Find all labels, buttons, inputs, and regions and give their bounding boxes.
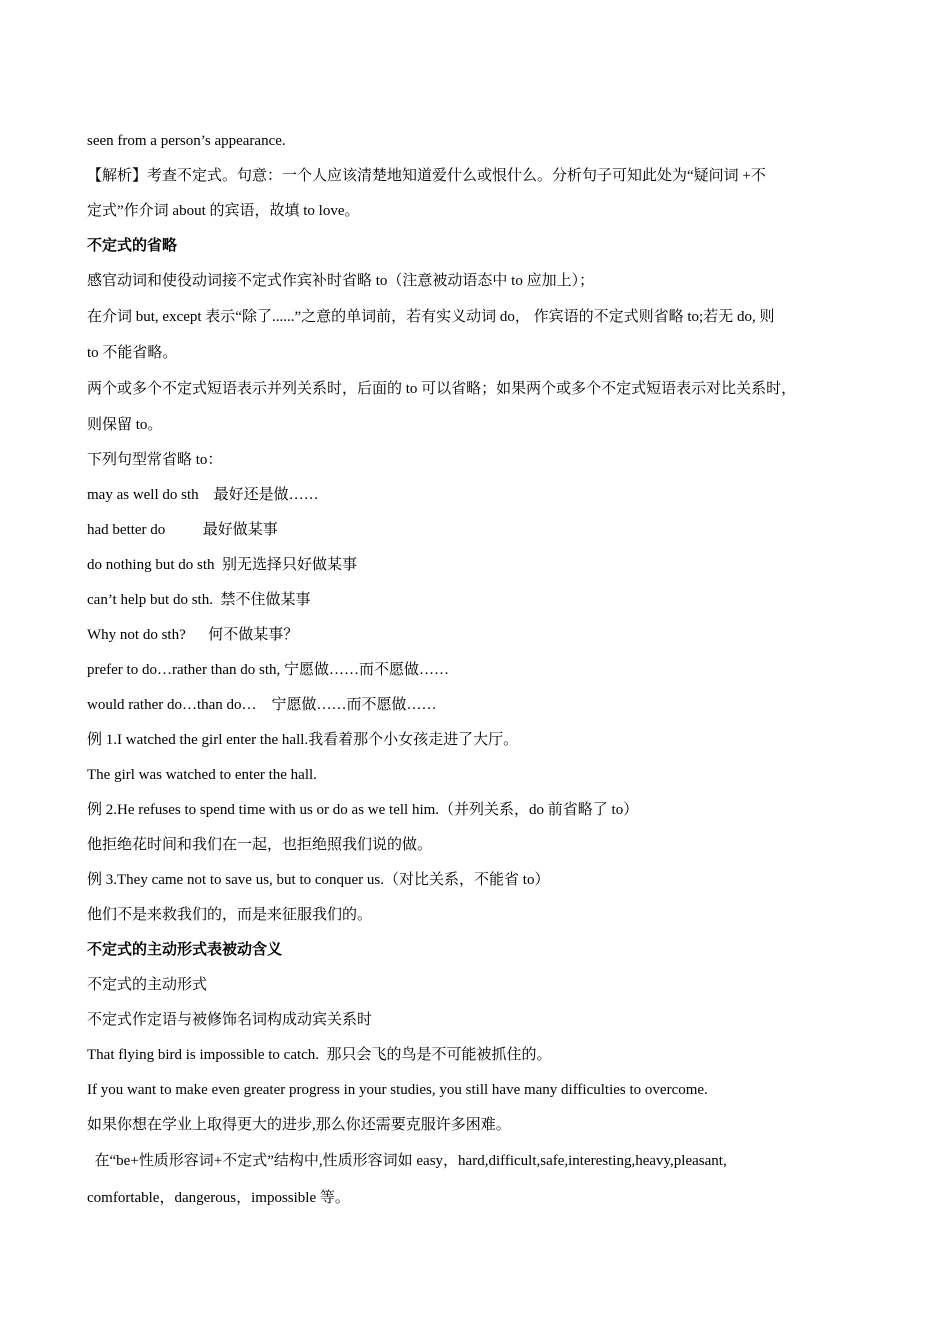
text-line: seen from a person’s appearance. — [87, 133, 286, 149]
text-line: 如果你想在学业上取得更大的进步,那么你还需要克服许多困难。 — [87, 1117, 511, 1133]
text-line: 【解析】考查不定式。句意：一个人应该清楚地知道爱什么或恨什么。分析句子可知此处为“疑问词 +不 — [87, 168, 766, 184]
text-line: 他拒绝花时间和我们在一起，也拒绝照我们说的做。 — [87, 837, 433, 853]
document-page — [87, 124, 877, 1217]
text-line: 例 3.They came not to save us, but to conquer us.（对比关系，不能省 to） — [87, 872, 550, 888]
text-line: comfortable，dangerous，impossible 等。 — [87, 1190, 350, 1206]
text-line: prefer to do…rather than do sth, 宁愿做……而不愿做…… — [87, 662, 450, 678]
text-line: The girl was watched to enter the hall. — [87, 767, 317, 783]
text-line: 不定式的主动形式 — [87, 977, 208, 993]
text-line: If you want to make even greater progress in your studies, you still have many difficulties to overcome. — [87, 1082, 708, 1098]
text-line: to 不能省略。 — [87, 345, 178, 361]
text-line: 他们不是来救我们的，而是来征服我们的。 — [87, 907, 373, 923]
text-line: 感官动词和使役动词接不定式作宾补时省略 to（注意被动语态中 to 应加上）； — [87, 273, 595, 289]
text-line: do nothing but do sth 别无选择只好做某事 — [87, 557, 358, 573]
text-line: 定式”作介词 about 的宾语，故填 to love。 — [87, 203, 360, 219]
text-line: 在介词 but, except 表示“除了......”之意的单词前，若有实义动词 do， 作宾语的不定式则省略 to;若无 do, 则 — [87, 309, 775, 325]
text-line: That flying bird is impossible to catch. 那只会飞的鸟是不可能被抓住的。 — [87, 1047, 552, 1063]
text-line: 不定式作定语与被修饰名词构成动宾关系时 — [87, 1012, 373, 1028]
text-line: 例 2.He refuses to spend time with us or do as we tell him.（并列关系，do 前省略了 to） — [87, 802, 639, 818]
text-line: 例 1.I watched the girl enter the hall.我看着那个小女孩走进了大厅。 — [87, 732, 519, 748]
text-line: had better do 最好做某事 — [87, 522, 278, 538]
text-line: 则保留 to。 — [87, 417, 163, 433]
text-line: 两个或多个不定式短语表示并列关系时，后面的 to 可以省略；如果两个或多个不定式短语表示对比关系时， — [87, 381, 797, 397]
section-heading: 不定式的主动形式表被动含义 — [87, 942, 283, 958]
text-line: Why not do sth? 何不做某事？ — [87, 627, 299, 643]
text-line: 下列句型常省略 to： — [87, 452, 223, 468]
text-line: can’t help but do sth. 禁不住做某事 — [87, 592, 311, 608]
section-heading: 不定式的省略 — [87, 238, 178, 254]
text-line: 在“be+性质形容词+不定式”结构中,性质形容词如 easy，hard,difficult,safe,interesting,heavy,pleasant, — [87, 1153, 727, 1169]
text-line: may as well do sth 最好还是做…… — [87, 487, 319, 503]
text-line: would rather do…than do… 宁愿做……而不愿做…… — [87, 697, 437, 713]
